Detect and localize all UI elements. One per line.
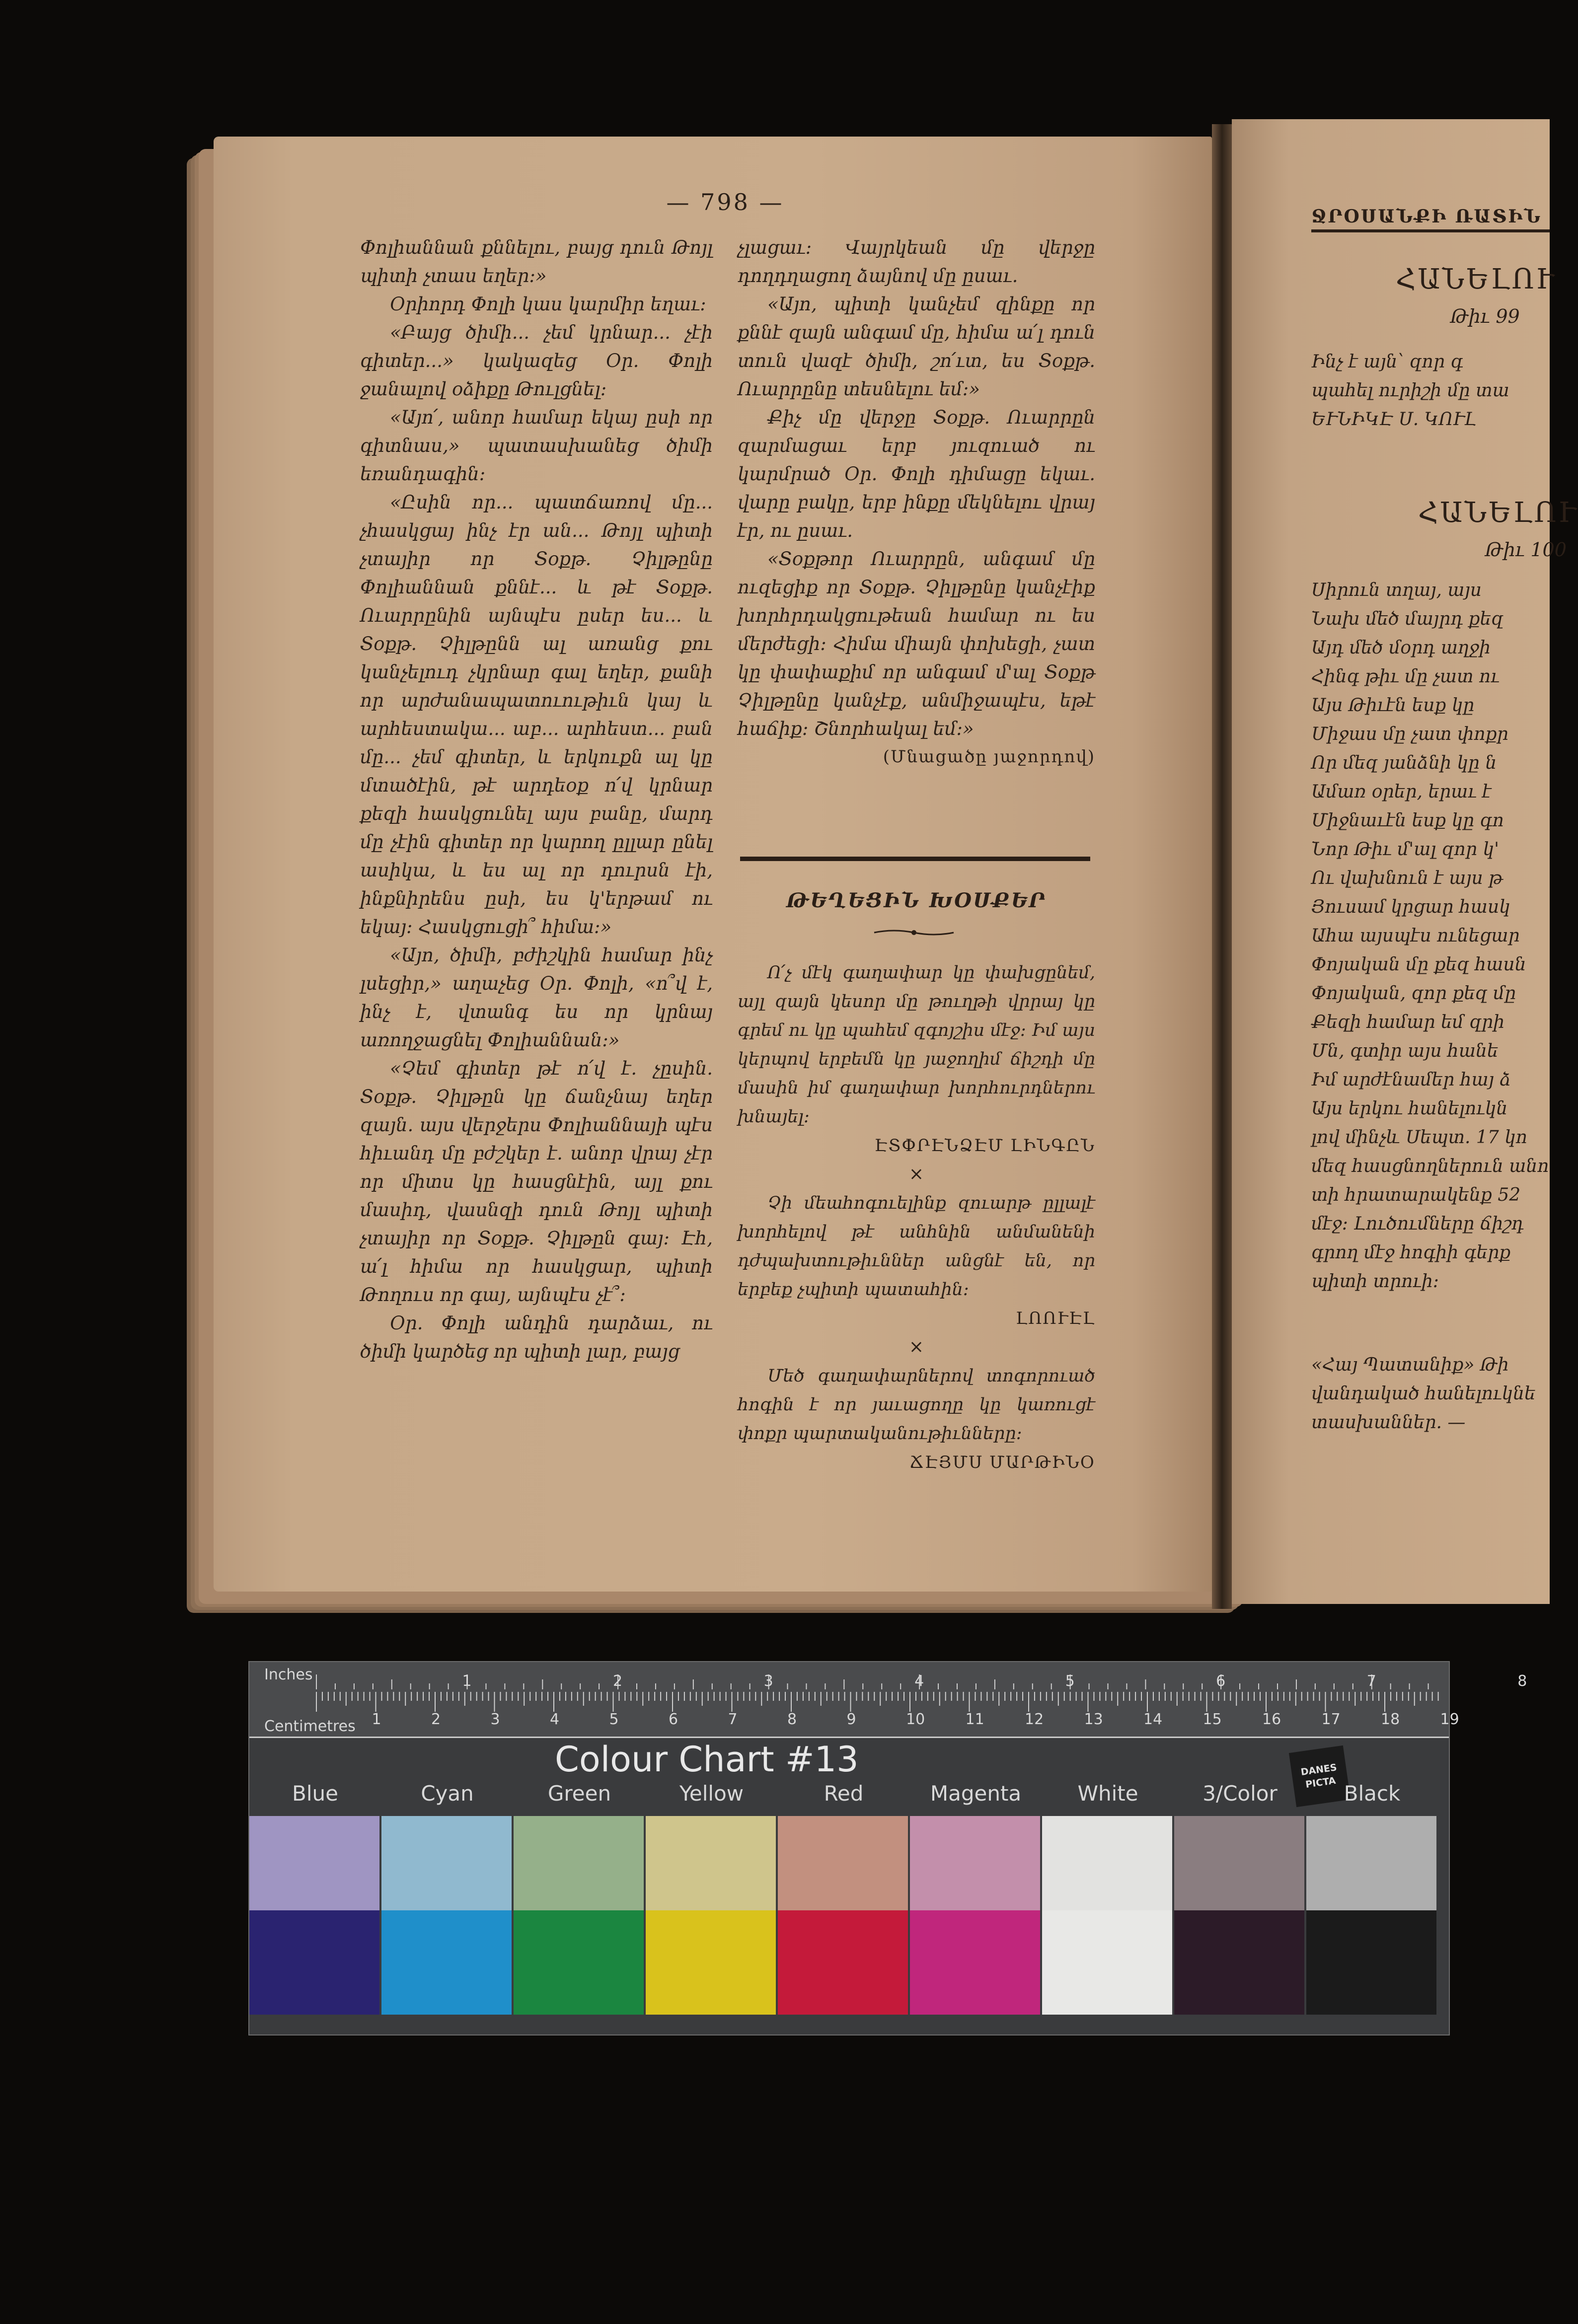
cm-number: 14 xyxy=(1143,1711,1163,1728)
swatch-label: Blue xyxy=(292,1781,338,1806)
ruler-inches-label: Inches xyxy=(264,1666,313,1683)
text-line: Մն, գտիր այս հանե xyxy=(1311,1041,1499,1061)
text-line: պիտի տրուի։ xyxy=(1311,1271,1439,1292)
text-line: Այս Թիւէն եսք կը xyxy=(1311,695,1475,716)
paragraph: «Այո՛, անոր համար եկայ ըսի որ գիտնաս,» պատասխանեց ծիմի եռանդագին։ xyxy=(360,407,713,485)
cm-number: 19 xyxy=(1440,1711,1459,1728)
paragraph: «Չեմ գիտեր թէ ո՛վ է. չըսին. Տօքթ. Չիլթըն կը ճանչնայ եղեր զայն. այս վերջերս Փոլիաննայի պէս հիւանդ մը բժշկեր է. անոր վրայ չէր որ միտս կը հասցնէին, այլ քու մասիդ, վասնզի դուն Թոյլ պիտի չտայիր որ Տօքթ. Չիլթըն գայ։ Էհ, ա՛լ հիմա որ հասկցար, պիտի Թողուս որ գայ, այնպէս չէ՞։ xyxy=(360,1058,713,1306)
text-line: լով մինչև Սեպտ. 17 կո xyxy=(1311,1127,1528,1148)
quote-separator: × xyxy=(908,1337,924,1357)
cm-number: 16 xyxy=(1262,1711,1281,1728)
puzzle-number-2: Թիւ 100 xyxy=(1485,539,1567,561)
quote-separator: × xyxy=(908,1164,924,1184)
text-line: Ու վախնուն է այս թ xyxy=(1311,868,1503,888)
paragraph: «Տօքթոր Ուարրըն, անգամ մը ուզեցիք որ Տօքթ. Չիլթընը կանչէիք խորհրդակցութեան համար ու ես մերժեցի։ Հիմա միայն փոխեցի, չատ կը փափաքիմ որ անգամ մ'ալ Տօքթ Չիլթընը կանչէք, անմիջապէս, եթէ հաճիք։ Շնորհակալ եմ։» xyxy=(738,548,1095,739)
swatch-light xyxy=(778,1816,908,1910)
swatch-light xyxy=(1042,1816,1172,1910)
text-line: Հինգ թիւ մը չատ ու xyxy=(1311,666,1500,687)
swatch-label: White xyxy=(1077,1781,1138,1806)
cm-number: 18 xyxy=(1381,1711,1400,1728)
swatch-light xyxy=(910,1816,1040,1910)
cm-number: 8 xyxy=(787,1711,797,1728)
quote-author: ՃԷՅՄՍ ՄԱՐԹԻՆՕ xyxy=(909,1452,1095,1472)
quote-author: ԷՏՓՐԷՆՁԷՄ ԼԻՆԳԸՆ xyxy=(874,1136,1095,1156)
swatch-label: Black xyxy=(1344,1781,1401,1806)
paragraph: «Այո, պիտի կանչեմ զինքը որ քննէ զայն անգամ մը, հիմա ա՛լ դուն տուն վազէ ծիմի, շո՛ւտ, ես Տօքթ. Ուարրընը տեսնելու եմ։» xyxy=(738,293,1095,400)
colour-chart-title: Colour Chart #13 xyxy=(555,1739,859,1780)
section-title: ԹԵՂԵՑԻՆ ԽՕՍՔԵՐ xyxy=(786,889,1047,912)
puzzle-text-1 xyxy=(1311,348,1550,434)
quote-paragraph: Չի մեահոգուելինք զուարթ ըլլալէ խորհելով թէ անհնին անմանենի դժպախտութիւններ անցնէ են, որ երբեք չպիտի պատահին։ xyxy=(738,1193,1095,1300)
cm-number: 1 xyxy=(372,1711,381,1728)
ruler-ticks xyxy=(249,1662,1527,1737)
text-line: Որ մեզ յանձնի կը ն xyxy=(1311,753,1497,773)
cm-number: 17 xyxy=(1321,1711,1341,1728)
quote-paragraph: Մեծ գաղափարներով տոգորուած հոգին է որ յաւացողը կը կառուցէ փոքր պարտականութիւնները։ xyxy=(738,1366,1095,1444)
text-line: մեզ հասցնողներուն անո xyxy=(1311,1156,1549,1176)
cm-number: 7 xyxy=(728,1711,738,1728)
swatch-label: Cyan xyxy=(421,1781,474,1806)
paragraph: Քիչ մը վերջը Տօքթ. Ուարրըն զարմացաւ երբ յուզուած ու կարմրած Օր. Փոլի դիմացը եկաւ. վարը բակը, երբ ինքը մեկնելու վրայ էր, ու ըսաւ. xyxy=(738,407,1095,541)
text-line: վանդակած հանելուկնե xyxy=(1311,1383,1536,1404)
text-line: Քեզի համար եմ զրի xyxy=(1311,1012,1505,1032)
paragraph: «Այո, ծիմի, բժիշկին համար ինչ լսեցիր,» աղաչեց Օր. Փոլի, «ո՞վ է, ինչ է, վտանգ ես որ կրնայ առողջացնել Փոլիաննան։» xyxy=(360,944,713,1051)
swatch-light xyxy=(514,1816,644,1910)
swatch-dark xyxy=(381,1910,512,2015)
text-line: «Հայ Պատանիք» Թի xyxy=(1311,1355,1509,1375)
cm-number: 9 xyxy=(846,1711,856,1728)
inch-number: 2 xyxy=(613,1672,623,1690)
inch-number: 3 xyxy=(763,1672,773,1690)
quote-author: ԼՈՈՒԷԼ xyxy=(1015,1308,1095,1328)
ruler-cm-label: Centimetres xyxy=(264,1718,356,1735)
ruler xyxy=(249,1662,1527,1738)
cm-number: 10 xyxy=(906,1711,925,1728)
swatch-light xyxy=(1174,1816,1304,1910)
text-line: Ահա այսպէս ունեցար xyxy=(1311,926,1520,946)
swatch-label: 3/Color xyxy=(1202,1781,1277,1806)
swatch-dark xyxy=(1174,1910,1304,2015)
swatch-dark xyxy=(249,1910,379,2015)
ornament-flourish xyxy=(872,928,956,938)
text-line: ԵՒՆԻԿԷ Ս. ԿՈՒԼ xyxy=(1311,409,1477,430)
text-line: Միջնաւէն եսք կը գո xyxy=(1311,810,1504,831)
text-line: Նախ մեծ մայրդ քեզ xyxy=(1311,609,1503,629)
text-line: Ինչ է այն՝ զոր գ xyxy=(1311,352,1463,372)
middle-text-column xyxy=(738,233,1095,771)
puzzle-text-2 xyxy=(1311,576,1550,1296)
text-line: Փոյական, զոր քեզ մը xyxy=(1311,983,1516,1004)
text-line: Ամառ օրեր, երաւ է xyxy=(1311,782,1492,802)
text-line: Միջաս մը չատ փոքր xyxy=(1311,724,1508,744)
inch-number: 1 xyxy=(462,1672,472,1690)
swatch-dark xyxy=(1042,1910,1172,2015)
text-line: տասխաններ. — xyxy=(1311,1412,1466,1433)
puzzle-heading-1: ՀԱՆԵԼՈՒ xyxy=(1396,263,1556,295)
inch-number: 6 xyxy=(1216,1672,1226,1690)
colour-chart xyxy=(248,1661,1527,2035)
paragraph: «Ըսին որ... պատճառով մը... չհասկցայ ինչ էր ան... Թոյլ պիտի չտայիր որ Տօքթ. Չիլթընը Փոլիաննան քննէ... և թէ Տօքթ. Ուարրընին այնպէս ըսեր ես... և Տօքթ. Չիլթընն ալ առանց քու կանչելուդ չկրնար գալ եղեր, քանի որ արժանապատուութիւն կայ և արհեստակա... աբ... արհեստ... բան մը... չեմ գիտեր, և երկուքն ալ կը մտածէին, թէ արդեօք ո՛վ կրնար քեզի հասկցունել այս բանը, մարդ մը չէին գիտեր որ կարող ըլլար ընել ասիկա, և ես ալ որ դուրսն էի, ինքնիրենս ըսի, ես կ'երթամ ու եկայ։ Հասկցուցի՞ հիմա։» xyxy=(360,492,713,938)
logo-line-1: DANES xyxy=(1300,1762,1338,1778)
paragraph: Օր. Փոլի անդին դարձաւ, ու ծիմի կարծեց որ պիտի լար, բայց xyxy=(360,1312,713,1362)
text-line: Այս երկու հանելուկն xyxy=(1311,1098,1508,1119)
inch-number: 4 xyxy=(914,1672,924,1690)
swatch-label: Red xyxy=(824,1781,864,1806)
swatch-dark xyxy=(778,1910,908,2015)
section-divider xyxy=(740,857,1090,861)
text-line: Յուսամ կրցար հասկ xyxy=(1311,897,1510,917)
quotes-section xyxy=(738,958,1095,1477)
cm-number: 5 xyxy=(609,1711,619,1728)
swatch-dark xyxy=(646,1910,776,2015)
swatch-light xyxy=(381,1816,512,1910)
cm-number: 13 xyxy=(1084,1711,1103,1728)
swatch-light xyxy=(646,1816,776,1910)
book-gutter xyxy=(1212,124,1232,1609)
paragraph: «Բայց ծիմի... չեմ կրնար... չէի գիտեր...» կակազեց Օր. Փոլի ջանալով օձիքը Թուլցնել։ xyxy=(360,322,713,400)
inch-number: 5 xyxy=(1065,1672,1075,1690)
paragraph: Փոլիաննան քննելու, բայց դուն Թոյլ պիտի չտաս եղեր։» xyxy=(360,237,713,287)
swatch-light xyxy=(1306,1816,1436,1910)
cm-number: 12 xyxy=(1025,1711,1044,1728)
puzzle-heading-2: ՀԱՆԵԼՈՒ xyxy=(1418,497,1578,529)
swatch-dark xyxy=(514,1910,644,2015)
swatch-label: Yellow xyxy=(679,1781,744,1806)
swatch-dark xyxy=(910,1910,1040,2015)
cm-number: 15 xyxy=(1202,1711,1222,1728)
paragraph: Օրիորդ Փոլի կաս կարմիր եղաւ։ xyxy=(390,293,706,315)
left-text-column xyxy=(360,233,713,1366)
inch-number: 8 xyxy=(1517,1672,1527,1690)
text-line: տի հրատարակենք 52 xyxy=(1311,1185,1521,1205)
quote-paragraph: Ո՛չ մէկ գաղափար կը փախցընեմ, այլ զայն կեսոր մը թուղթի վրրայ կը գրեմ ու կը պահեմ զգոյշիս մէջ։ Իմ այս կերպով երբեմն կը յաջողիմ ճիշդի մը մասին իմ գաղափար խորհուրդներու խնայել։ xyxy=(738,963,1095,1127)
logo-line-2: PICTA xyxy=(1304,1775,1337,1791)
swatch-label: Green xyxy=(547,1781,611,1806)
puzzle-answers-text xyxy=(1311,1351,1550,1437)
paragraph: չլացաւ։ Վայրկեան մը վերջը դողդղացող ձայնով մը ըսաւ. xyxy=(738,237,1095,287)
text-line: Նոր Թիւ մ'ալ զոր կ' xyxy=(1311,839,1499,860)
cm-number: 11 xyxy=(965,1711,984,1728)
text-line: Այդ մեծ մօրդ աղջի xyxy=(1311,638,1491,658)
text-line: Սիրուն տղայ, այս xyxy=(1311,580,1482,600)
right-page-header-rule xyxy=(1311,229,1550,232)
puzzle-number-1: Թիւ 99 xyxy=(1450,305,1520,327)
text-line: մէջ։ Լուծումները ճիշդ xyxy=(1311,1214,1524,1234)
swatch-light xyxy=(249,1816,379,1910)
cm-number: 4 xyxy=(550,1711,560,1728)
swatch-dark xyxy=(1306,1910,1436,2015)
cm-number: 3 xyxy=(490,1711,500,1728)
text-line: պահել ուրիշի մը տա xyxy=(1311,380,1509,401)
cm-number: 2 xyxy=(431,1711,441,1728)
page-number: — 798 — xyxy=(666,189,784,216)
right-page-header: ՋՐՕՍԱՆՔԻ ՌԱՏԻՆ xyxy=(1311,206,1542,227)
inch-number: 7 xyxy=(1366,1672,1376,1690)
paragraph: (Մնացածը յաջորդով) xyxy=(883,747,1095,767)
cm-number: 6 xyxy=(669,1711,678,1728)
text-line: գրող մէջ հոգիի գերք xyxy=(1311,1242,1511,1263)
text-line: Իմ արժէնամեր հայ ձ xyxy=(1311,1070,1511,1090)
text-line: Փոյական մը քեզ հասն xyxy=(1311,954,1526,975)
swatch-label: Magenta xyxy=(930,1781,1022,1806)
